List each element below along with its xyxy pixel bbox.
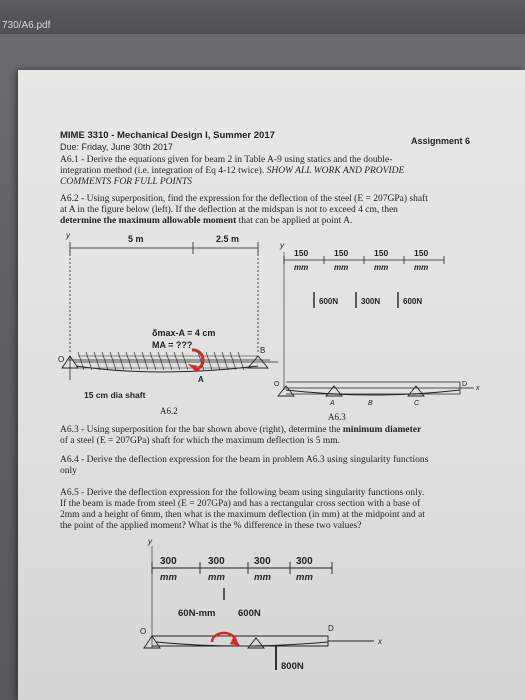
fig-a65-axis-y: y bbox=[148, 537, 152, 546]
figure-a62 bbox=[48, 228, 288, 388]
fig-a63-load-3: 600N bbox=[403, 297, 423, 306]
fig-a65-unit-3: mm bbox=[254, 572, 271, 583]
a63-line-1: A6.3 - Using superposition for the bar shown above (right), determine the minimum diameter bbox=[60, 425, 422, 435]
a61-line-3: COMMENTS FOR FULL POINTS bbox=[60, 177, 193, 187]
a62-line-2: at A in the figure below (left). If the deflection at the midspan is not to exceed 4 cm, then bbox=[60, 205, 398, 215]
fig-a65-point-load: 600N bbox=[238, 608, 261, 619]
fig-a65-bottom-load: 800N bbox=[281, 661, 304, 672]
fig-a62-shaft-label: 15 cm dia shaft bbox=[84, 390, 146, 400]
a63-line-2: of a steel (E = 207GPa) shaft for which the maximum deflection is 5 mm. bbox=[60, 436, 340, 446]
fig-a63-point-b: B bbox=[368, 400, 373, 407]
a61-line-1: A6.1 - Derive the equations given for beam 2 in Table A-9 using statics and the double- bbox=[60, 155, 393, 165]
figure-a65 bbox=[128, 538, 458, 688]
fig-a62-point-b: B bbox=[260, 346, 266, 355]
fig-a63-dim-1: 150 bbox=[294, 248, 309, 258]
fig-a65-moment-load: 60N-mm bbox=[178, 608, 216, 619]
a64-line-1: A6.4 - Derive the deflection expression for the beam in problem A6.3 using singularity functions bbox=[60, 455, 429, 465]
fig-a62-point-o: O bbox=[58, 355, 65, 364]
a62-line-1: A6.2 - Using superposition, find the expression for the deflection of the steel (E = 207GPa) shaft bbox=[60, 194, 428, 204]
viewer-tab-bar bbox=[0, 0, 525, 34]
a64-line-2: only bbox=[60, 466, 77, 476]
fig-a65-dim-3: 300 bbox=[254, 556, 271, 567]
fig-a63-axis-x: x bbox=[476, 385, 480, 392]
fig-a62-moment-label: MA = ??? bbox=[152, 340, 193, 350]
fig-a65-point-d: D bbox=[328, 624, 334, 633]
fig-a63-point-a: A bbox=[330, 400, 335, 407]
fig-a65-dim-4: 300 bbox=[296, 556, 313, 567]
fig-a63-unit-4: mm bbox=[414, 263, 429, 272]
fig-a62-delta-label: δmax-A = 4 cm bbox=[152, 328, 216, 338]
fig-a63-unit-2: mm bbox=[334, 263, 349, 272]
fig-a62-dim-right: 2.5 m bbox=[216, 234, 240, 244]
fig-a63-load-2: 300N bbox=[361, 297, 381, 306]
fig-a65-unit-1: mm bbox=[160, 572, 177, 583]
fig-a62-dim-left: 5 m bbox=[128, 234, 144, 244]
fig-a65-unit-2: mm bbox=[208, 572, 225, 583]
a65-line-4: the point of the applied moment? What is the % difference in these two values? bbox=[60, 521, 362, 531]
fig-a62-caption: A6.2 bbox=[160, 406, 178, 416]
fig-a63-dim-4: 150 bbox=[414, 248, 429, 258]
fig-a62-point-a: A bbox=[198, 375, 204, 384]
fig-a62-axis-y: y bbox=[66, 231, 70, 240]
fig-a65-axis-x: x bbox=[378, 637, 382, 646]
fig-a65-unit-4: mm bbox=[296, 572, 313, 583]
document-tab-title[interactable]: 730/A6.pdf bbox=[2, 20, 51, 31]
course-title: MIME 3310 - Mechanical Design I, Summer 2017 bbox=[60, 130, 275, 141]
fig-a63-load-1: 600N bbox=[319, 297, 339, 306]
fig-a63-caption: A6.3 bbox=[328, 412, 346, 422]
fig-a63-unit-3: mm bbox=[374, 263, 389, 272]
due-date: Due: Friday, June 30th 2017 bbox=[60, 142, 173, 152]
a65-line-2: If the beam is made from steel (E = 207GPa) and has a rectangular cross section with a base of bbox=[60, 499, 421, 509]
fig-a63-dim-2: 150 bbox=[334, 248, 349, 258]
fig-a65-dim-2: 300 bbox=[208, 556, 225, 567]
figure-a63 bbox=[264, 240, 484, 410]
fig-a63-unit-1: mm bbox=[294, 263, 309, 272]
fig-a63-dim-3: 150 bbox=[374, 248, 389, 258]
assignment-label: Assignment 6 bbox=[411, 136, 471, 146]
fig-a65-dim-1: 300 bbox=[160, 556, 177, 567]
fig-a63-axis-y: y bbox=[280, 241, 284, 250]
assignment-page bbox=[18, 70, 525, 700]
fig-a63-point-o: O bbox=[274, 381, 280, 388]
a65-line-1: A6.5 - Derive the deflection expression for the following beam using singularity functions only. bbox=[60, 488, 425, 498]
fig-a63-point-c: C bbox=[414, 400, 420, 407]
a61-line-2: integration method (i.e. integration of Eq 4-12 twice). SHOW ALL WORK AND PROVIDE bbox=[60, 166, 405, 176]
fig-a63-point-d: D bbox=[462, 381, 468, 388]
a65-line-3: 2mm and a height of 6mm, then what is the maximum deflection (in mm) at the midpoint and at bbox=[60, 510, 425, 520]
fig-a65-point-o: O bbox=[140, 627, 147, 636]
a62-line-3: determine the maximum allowable moment that can be applied at point A. bbox=[60, 216, 353, 226]
